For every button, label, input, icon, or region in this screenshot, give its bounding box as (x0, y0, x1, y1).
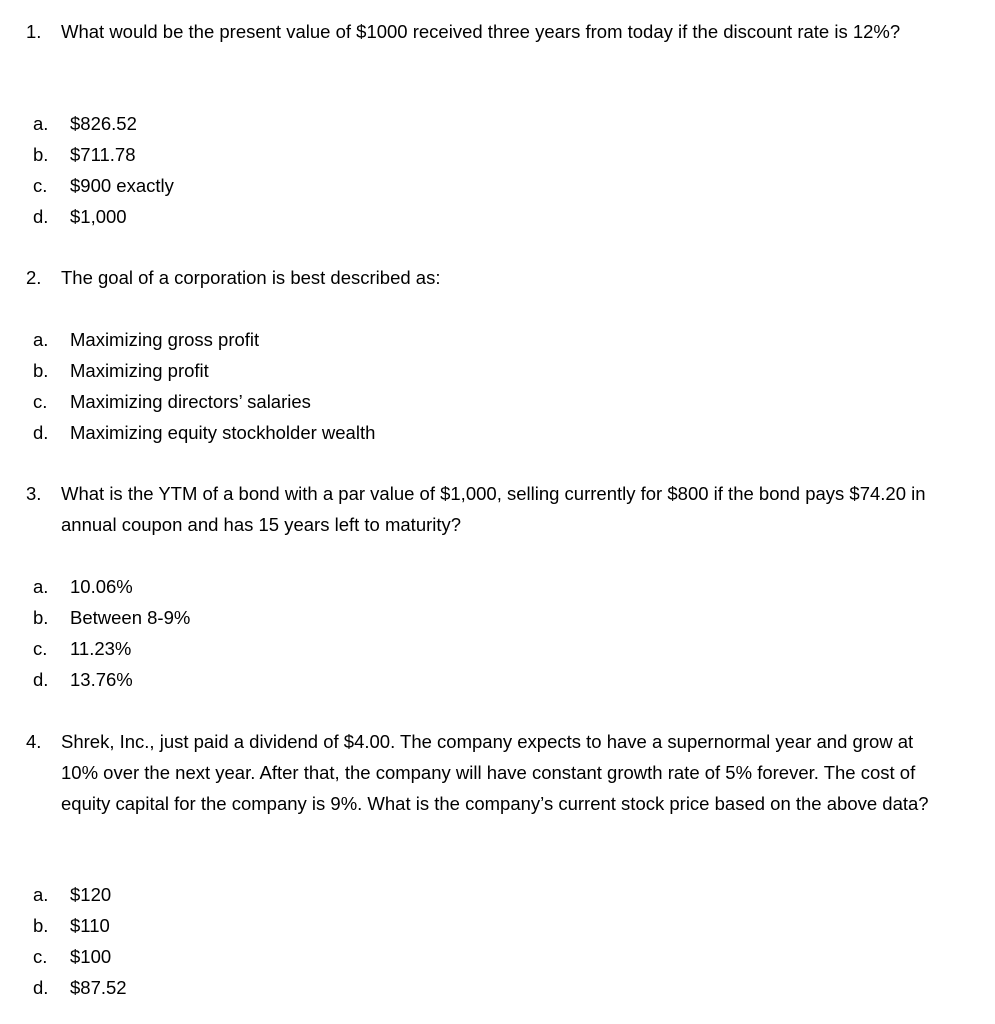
option-text: 13.76% (70, 669, 133, 690)
option-letter: c. (33, 638, 48, 659)
answer-option (33, 602, 733, 633)
answer-option (33, 170, 733, 201)
answer-option (33, 201, 733, 232)
answer-option (33, 108, 733, 139)
answer-options-3 (33, 571, 733, 695)
option-letter: c. (33, 175, 48, 196)
option-letter: c. (33, 946, 48, 967)
option-text: $711.78 (70, 144, 136, 165)
question-number: 3. (26, 483, 42, 504)
option-letter: b. (33, 144, 49, 165)
question-text: What would be the present value of $1000 received three years from today if the discount rate is 12%? (61, 21, 901, 42)
option-letter: b. (33, 360, 49, 381)
answer-option (33, 941, 733, 972)
answer-option (33, 633, 733, 664)
option-text: $110 (70, 915, 110, 936)
option-text: Maximizing equity stockholder wealth (70, 422, 376, 443)
option-text: $1,000 (70, 206, 127, 227)
option-text: Maximizing directors’ salaries (70, 391, 311, 412)
option-text: Maximizing profit (70, 360, 209, 381)
answer-option (33, 664, 733, 695)
option-text: 10.06% (70, 576, 133, 597)
answer-option (33, 571, 733, 602)
option-text: $900 exactly (70, 175, 174, 196)
option-text: $87.52 (70, 977, 127, 998)
answer-options-1 (33, 108, 733, 232)
option-letter: d. (33, 669, 49, 690)
question-number: 1. (26, 21, 42, 42)
option-letter: a. (33, 884, 49, 905)
option-letter: a. (33, 576, 49, 597)
answer-option (33, 324, 733, 355)
option-letter: d. (33, 206, 49, 227)
option-letter: d. (33, 977, 49, 998)
option-letter: d. (33, 422, 49, 443)
answer-option (33, 139, 733, 170)
answer-option (33, 879, 733, 910)
option-letter: c. (33, 391, 48, 412)
option-text: $100 (70, 946, 112, 967)
option-text: Between 8-9% (70, 607, 191, 628)
answer-options-4 (33, 879, 733, 1003)
question-number: 4. (26, 731, 42, 752)
option-letter: b. (33, 607, 49, 628)
question-text: The goal of a corporation is best described as: (61, 267, 441, 288)
answer-options-2 (33, 324, 733, 448)
option-text: $826.52 (70, 113, 137, 134)
option-letter: b. (33, 915, 49, 936)
option-text: 11.23% (70, 638, 132, 659)
answer-option (33, 386, 733, 417)
answer-option (33, 417, 733, 448)
question-text: Shrek, Inc., just paid a dividend of $4.00. The company expects to have a supernormal year and grow at 10% over the next year. After that, the company will have constant growth rate of 5% forever. The cost of equity capital for the company is 9%. What is the company’s current stock price based on the above data? (61, 731, 929, 814)
answer-option (33, 972, 733, 1003)
option-letter: a. (33, 329, 49, 350)
option-letter: a. (33, 113, 49, 134)
option-text: $120 (70, 884, 112, 905)
question-number: 2. (26, 267, 42, 288)
answer-option (33, 355, 733, 386)
question-text: What is the YTM of a bond with a par value of $1,000, selling currently for $800 if the bond pays $74.20 in annual coupon and has 15 years left to maturity? (61, 483, 926, 535)
answer-option (33, 910, 733, 941)
option-text: Maximizing gross profit (70, 329, 260, 350)
